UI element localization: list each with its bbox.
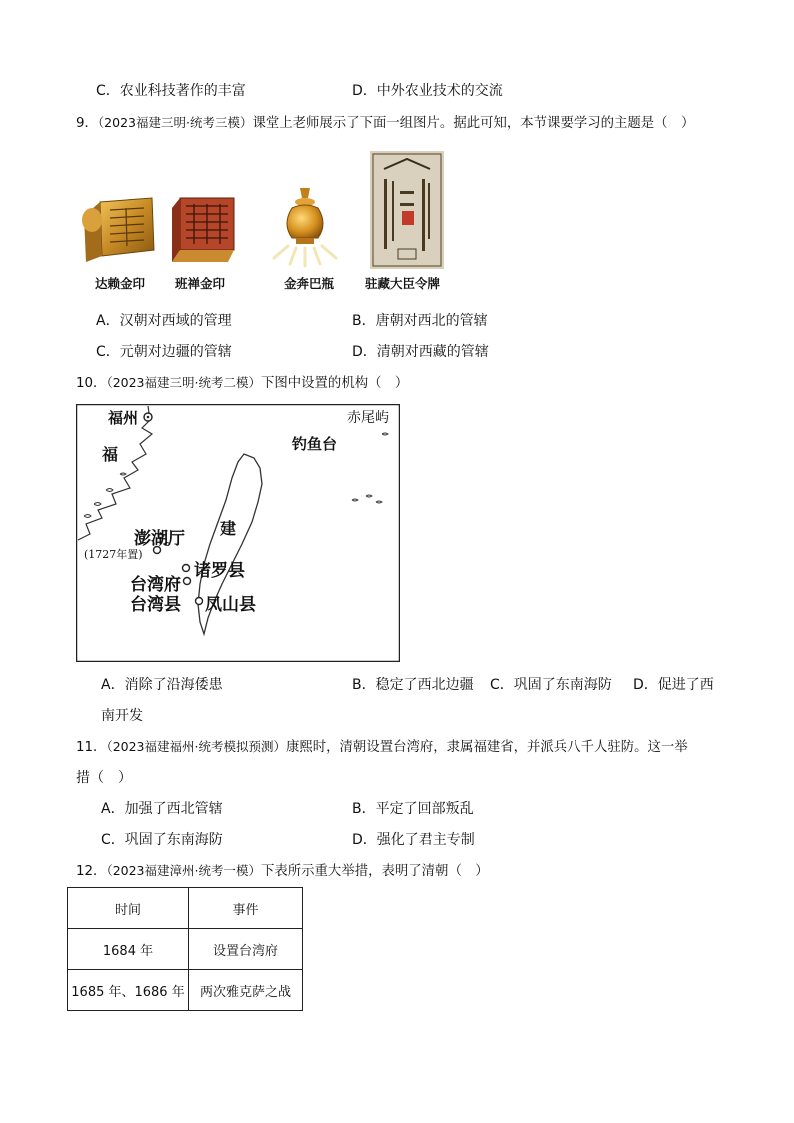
golden-urn-image <box>262 184 348 270</box>
dalai-gold-seal-image <box>80 190 158 268</box>
caption-panchen-seal: 班禅金印 <box>175 276 226 291</box>
label-taiwanxian: 台湾县 <box>130 595 181 615</box>
q11-source: （2023福建福州·统考模拟预测） <box>106 739 286 754</box>
q11-stem <box>76 737 688 758</box>
q12-source: （2023福建漳州·统考一模） <box>106 863 261 878</box>
q10-stem <box>76 373 408 394</box>
q11-option-c: C．巩固了东南海防 <box>101 832 223 848</box>
caption-golden-urn: 金奔巴瓶 <box>284 276 335 291</box>
caption-amban-token: 驻藏大臣令牌 <box>365 276 441 291</box>
q8-option-d: D．中外农业技术的交流 <box>352 83 503 99</box>
q9-text: 课堂上老师展示了下面一组图片。据此可知，本节课要学习的主题是（ ） <box>252 116 695 131</box>
label-fengshan: 凤山县 <box>205 595 256 615</box>
events-table <box>67 887 303 1011</box>
taiwan-map-graphic <box>76 404 400 662</box>
q9-option-b: B．唐朝对西北的管辖 <box>352 313 488 329</box>
q11-number: 11． <box>76 740 107 755</box>
label-chiweiyu: 赤尾屿 <box>347 410 389 426</box>
label-zhuluo: 诸罗县 <box>194 561 245 581</box>
table-row <box>68 929 303 970</box>
panchen-gold-seal-image <box>170 192 240 266</box>
table-header-event: 事件 <box>189 888 303 929</box>
label-penghu: 澎湖厅 <box>134 529 185 549</box>
q11-stem-continued: 措（ ） <box>76 770 132 786</box>
q10-option-d: D．促进了西 <box>633 677 714 693</box>
q11-option-b: B．平定了回部叛乱 <box>352 801 474 817</box>
q11-option-d: D．强化了君主专制 <box>352 832 475 848</box>
caption-dalai-seal: 达赖金印 <box>95 276 146 291</box>
label-taiwanfu: 台湾府 <box>130 575 181 595</box>
table-cell-time: 1684 年 <box>68 929 189 970</box>
label-fu: 福 <box>102 445 119 464</box>
q10-option-b: B．稳定了西北边疆 <box>352 677 474 693</box>
table-row <box>68 970 303 1011</box>
label-1727: (1727年置) <box>84 548 143 561</box>
q9-option-c: C．元朝对边疆的管辖 <box>96 344 232 360</box>
table-header-row <box>68 888 303 929</box>
q9-option-d: D．清朝对西藏的管辖 <box>352 344 489 360</box>
table-cell-time: 1685 年、1686 年 <box>68 970 189 1011</box>
table-header-time: 时间 <box>68 888 189 929</box>
label-fuzhou: 福州 <box>108 409 139 427</box>
q9-number: 9． <box>76 116 98 131</box>
q12-text: 下表所示重大举措，表明了清朝（ ） <box>260 864 489 879</box>
q10-text: 下图中设置的机构（ ） <box>260 376 409 391</box>
q11-option-a: A．加强了西北管辖 <box>101 801 223 817</box>
q8-option-c: C．农业科技著作的丰富 <box>96 83 246 99</box>
q12-stem <box>76 861 489 882</box>
q10-source: （2023福建三明·统考二模） <box>106 375 261 390</box>
q10-option-d-continued: 南开发 <box>101 708 143 724</box>
q12-number: 12． <box>76 864 107 879</box>
q10-number: 10． <box>76 376 107 391</box>
q11-text: 康熙时，清朝设置台湾府，隶属福建省，并派兵八千人驻防。这一举 <box>285 740 688 755</box>
table-cell-event: 两次雅克萨之战 <box>189 970 303 1011</box>
table-cell-event: 设置台湾府 <box>189 929 303 970</box>
q9-stem <box>76 113 694 134</box>
q9-option-a: A．汉朝对西域的管理 <box>96 313 232 329</box>
label-diaoyutai: 钓鱼台 <box>292 435 338 453</box>
taiwan-map <box>76 404 400 662</box>
amban-token-image <box>370 151 444 269</box>
label-jian: 建 <box>220 519 237 538</box>
q10-option-a: A．消除了沿海倭患 <box>101 677 223 693</box>
q10-option-c: C．巩固了东南海防 <box>490 677 612 693</box>
q9-source: （2023福建三明·统考三模） <box>97 115 253 130</box>
